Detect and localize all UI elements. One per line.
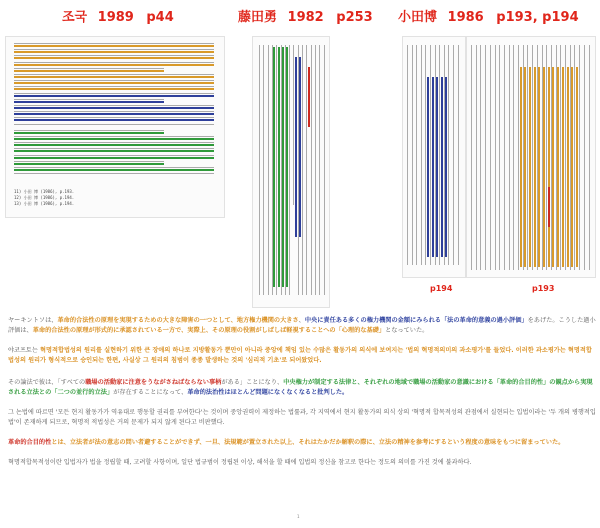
- scan-text-line: [485, 45, 486, 270]
- scan-text-line: [282, 47, 284, 287]
- paragraph-jp-3: [8, 438, 596, 448]
- scan-text-line: [407, 45, 408, 265]
- paragraph-jp-1: [8, 316, 596, 336]
- scan-text-line: [14, 74, 214, 75]
- scan-text-line: [448, 45, 449, 265]
- scan-text-line: [14, 93, 214, 94]
- scan-text-line: [14, 99, 164, 100]
- scan-text-line: [14, 111, 214, 112]
- scan-text-line: [299, 57, 301, 237]
- header-author: 小田博: [398, 10, 438, 25]
- scan-text-line: [432, 77, 434, 257]
- scan-text-line: [273, 47, 275, 287]
- scan-text-line: [412, 45, 413, 265]
- scan-text-line: [480, 45, 481, 270]
- page-label-p194: p194: [430, 284, 453, 293]
- header-pages: p253: [336, 10, 373, 25]
- scan-text-line: [14, 105, 214, 106]
- scan-text-line: [278, 47, 280, 287]
- text-segment: 職場の活動家に注意をうながさねばならない事柄: [85, 379, 222, 386]
- paragraph-ko-3: [8, 458, 596, 468]
- text-segment: 그 논법에 따르면 '모든 현지 활동가가 역유대로 행동할 권리를 부여한다'는 것이며 중앙권력이 제정하는 법률과, 각 지역에서 현지 활동가의 의식 상의 '혁명적 합목적성의 관점에서 실현되는 입법이라는 '두 개의 병행적입법'이 존재하게 되므로, 혁명적 적법성은 거의 문제가 되지 않게 된다고 비판했다.: [8, 409, 596, 426]
- scan-fujita-page: [252, 36, 330, 308]
- scan-text-line: [445, 77, 447, 257]
- scan-text-line: [490, 45, 491, 270]
- scan-text-line: [14, 49, 214, 50]
- text-segment: 地方権力機関の大きさ: [236, 317, 299, 324]
- header-author: 조국: [62, 10, 88, 25]
- scan-text-line: [557, 67, 559, 267]
- scan-text-line: [14, 107, 214, 109]
- scan-text-line: [14, 80, 214, 81]
- text-segment: をあげた。こうした過小評価は、: [8, 317, 596, 334]
- scan-text-line: [529, 67, 531, 267]
- scan-text-line: [311, 45, 312, 295]
- text-segment: がある」ことになり、: [221, 379, 284, 386]
- scan-text-line: [14, 150, 214, 152]
- text-segment: 革命的合法性の原理を実現するための大きな障害の一つとして、: [57, 317, 237, 324]
- scan-text-line: [476, 45, 477, 270]
- header-year: 1989: [97, 10, 134, 25]
- header-pages: p193, p194: [496, 10, 579, 25]
- scan-text-line: [436, 77, 438, 257]
- text-segment: とは、立法者が法の意志の問い者避することができず、一旦、法規範が置立された以上、それはたかだか解釈の際に、立法の精神を参考にするという程度の意味をもつに留まっていた。: [51, 439, 565, 446]
- source-header-cho: [62, 6, 174, 25]
- scan-text-line: [14, 51, 214, 53]
- scan-text-line: [14, 157, 214, 159]
- scan-text-line: [319, 45, 320, 295]
- header-author: 藤田勇: [238, 10, 278, 25]
- scan-text-line: [14, 45, 214, 47]
- text-segment: が存在することになって、: [113, 389, 188, 396]
- scan-text-line: [302, 45, 303, 295]
- scan-text-line: [14, 95, 214, 97]
- source-header-oda: [398, 6, 579, 25]
- paragraph-ko-1: [8, 346, 596, 366]
- scan-text-line: [263, 45, 264, 295]
- text-segment: 中央権力が制定する法律と、それぞれの地域で職場の活動家の意識における「革命的合目的性」の観点から実現される立法との「二つの並行的立法」: [8, 379, 593, 396]
- scan-text-line: [14, 113, 214, 115]
- text-segment: 혁명적합법성의 원리를 실현하기 위한 큰 장애의 하나로 지방활동가 뿐만이 아니라 중앙에 책임 있는 수많은 활동가의 의식에 보여지는 '법의 혁명적의미의 과소평가'를 들었다. 이러한 과소평가는 혁명적합법성의 원리가 형식적으로 승인되는 한편, 사실상 그 원리의 침범이 종종 발생하는 것의 '심리적 기초'로 되어왔었다.: [8, 347, 592, 364]
- scan-text-line: [416, 45, 417, 265]
- scan-text-line: [14, 64, 214, 66]
- scan-text-line: [538, 67, 540, 267]
- scan-text-line: [286, 47, 288, 287]
- scan-text-line: [14, 161, 164, 162]
- scan-text-line: [14, 167, 214, 168]
- scan-text-line: [552, 67, 554, 267]
- page-label-p193: p193: [532, 284, 555, 293]
- scan-text-line: [14, 148, 214, 149]
- text-segment: ヤーキントソは、: [8, 317, 58, 324]
- scan-text-line: [421, 45, 422, 265]
- scan-text-line: [14, 163, 164, 165]
- scan-text-line: [14, 70, 164, 72]
- scan-text-line: [14, 88, 214, 90]
- text-segment: となっていた。: [385, 327, 429, 334]
- scan-text-line: [548, 187, 550, 227]
- scan-text-line: [499, 45, 500, 270]
- footnote: 11) 小田 博 (1986), p.193.: [14, 189, 75, 194]
- scan-text-line: [14, 101, 164, 103]
- scan-text-line: [495, 45, 496, 270]
- scan-text-line: [520, 67, 522, 267]
- scan-text-line: [504, 45, 505, 270]
- header-year: 1982: [287, 10, 324, 25]
- text-segment: 革命的合法性の原理が形式的に承認されている一方で、実際上、その原理の役割がしばしば軽視することへの「心理的な基礎」: [32, 327, 386, 334]
- scan-text-line: [567, 67, 569, 267]
- scan-text-line: [579, 45, 580, 270]
- header-year: 1986: [447, 10, 484, 25]
- scan-text-line: [562, 67, 564, 267]
- footnote: 13) 小田 博 (1986), p.194.: [14, 201, 75, 206]
- text-segment: 中央に責任ある多くの権力機関の金額にみられる「法の革命的意義の過小評価」: [304, 317, 528, 324]
- scan-text-line: [14, 55, 214, 56]
- scan-text-line: [308, 67, 310, 127]
- scan-text-line: [453, 45, 454, 265]
- paragraph-jp-2: [8, 378, 596, 398]
- text-segment: その論法で彼は、「すべての: [8, 379, 86, 386]
- scan-text-line: [513, 45, 514, 270]
- scan-text-line: [295, 57, 297, 237]
- text-segment: 야코프토는: [8, 347, 38, 354]
- scan-text-line: [14, 76, 214, 78]
- scan-text-line: [458, 45, 459, 265]
- scan-text-line: [14, 43, 214, 44]
- scan-text-line: [509, 45, 510, 270]
- scan-text-line: [524, 67, 526, 267]
- scan-text-line: [548, 67, 550, 267]
- scan-text-line: [14, 117, 214, 118]
- header-pages: p44: [146, 10, 174, 25]
- footnote: 12) 小田 博 (1986), p.194.: [14, 195, 75, 200]
- scan-text-line: [324, 45, 325, 295]
- scan-text-line: [268, 45, 269, 295]
- scan-text-line: [14, 57, 214, 59]
- scan-text-line: [14, 132, 164, 134]
- page-number: 1: [297, 514, 300, 519]
- scan-text-line: [543, 67, 545, 267]
- scan-text-line: [534, 67, 536, 267]
- scan-text-line: [471, 45, 472, 270]
- scan-text-line: [584, 45, 585, 270]
- text-segment: 革命的法治性はほとんど問題になくなくなると批判した。: [187, 389, 349, 396]
- scan-text-line: [14, 155, 214, 156]
- scan-text-line: [14, 142, 214, 143]
- scan-text-line: [14, 86, 214, 87]
- text-segment: 、: [298, 317, 305, 324]
- scan-text-line: [14, 124, 214, 125]
- scan-oda-page-right: [466, 36, 596, 278]
- scan-text-line: [14, 119, 214, 121]
- scan-text-line: [427, 77, 429, 257]
- scan-text-line: [14, 169, 214, 171]
- scan-oda-page-left: [402, 36, 466, 278]
- scan-text-line: [14, 173, 214, 174]
- source-header-fujita: [238, 6, 373, 25]
- scan-text-line: [14, 144, 214, 146]
- text-segment: 革命的合目的性: [8, 439, 52, 446]
- scan-text-line: [14, 82, 214, 84]
- scan-text-line: [14, 62, 214, 63]
- scan-text-line: [14, 68, 164, 69]
- scan-text-line: [14, 138, 214, 140]
- scan-text-line: [289, 45, 290, 295]
- scan-text-line: [441, 77, 443, 257]
- scan-text-line: [14, 130, 164, 131]
- scan-text-line: [576, 67, 578, 267]
- scan-text-line: [315, 45, 316, 295]
- scan-text-line: [259, 45, 260, 295]
- scan-text-line: [571, 67, 573, 267]
- text-segment: 혁명적합목적성이란 입법자가 법을 정립할 때, 고려할 사항이며, 일단 법규범이 정립된 이상, 해석을 할 때에 입법의 정신을 참고로 한다는 정도의 의미를 가진 것에 불과하다.: [8, 459, 472, 466]
- paragraph-ko-2: [8, 408, 596, 428]
- scan-text-line: [14, 136, 214, 137]
- scan-text-line: [589, 45, 590, 270]
- scan-cho-page: [5, 36, 225, 218]
